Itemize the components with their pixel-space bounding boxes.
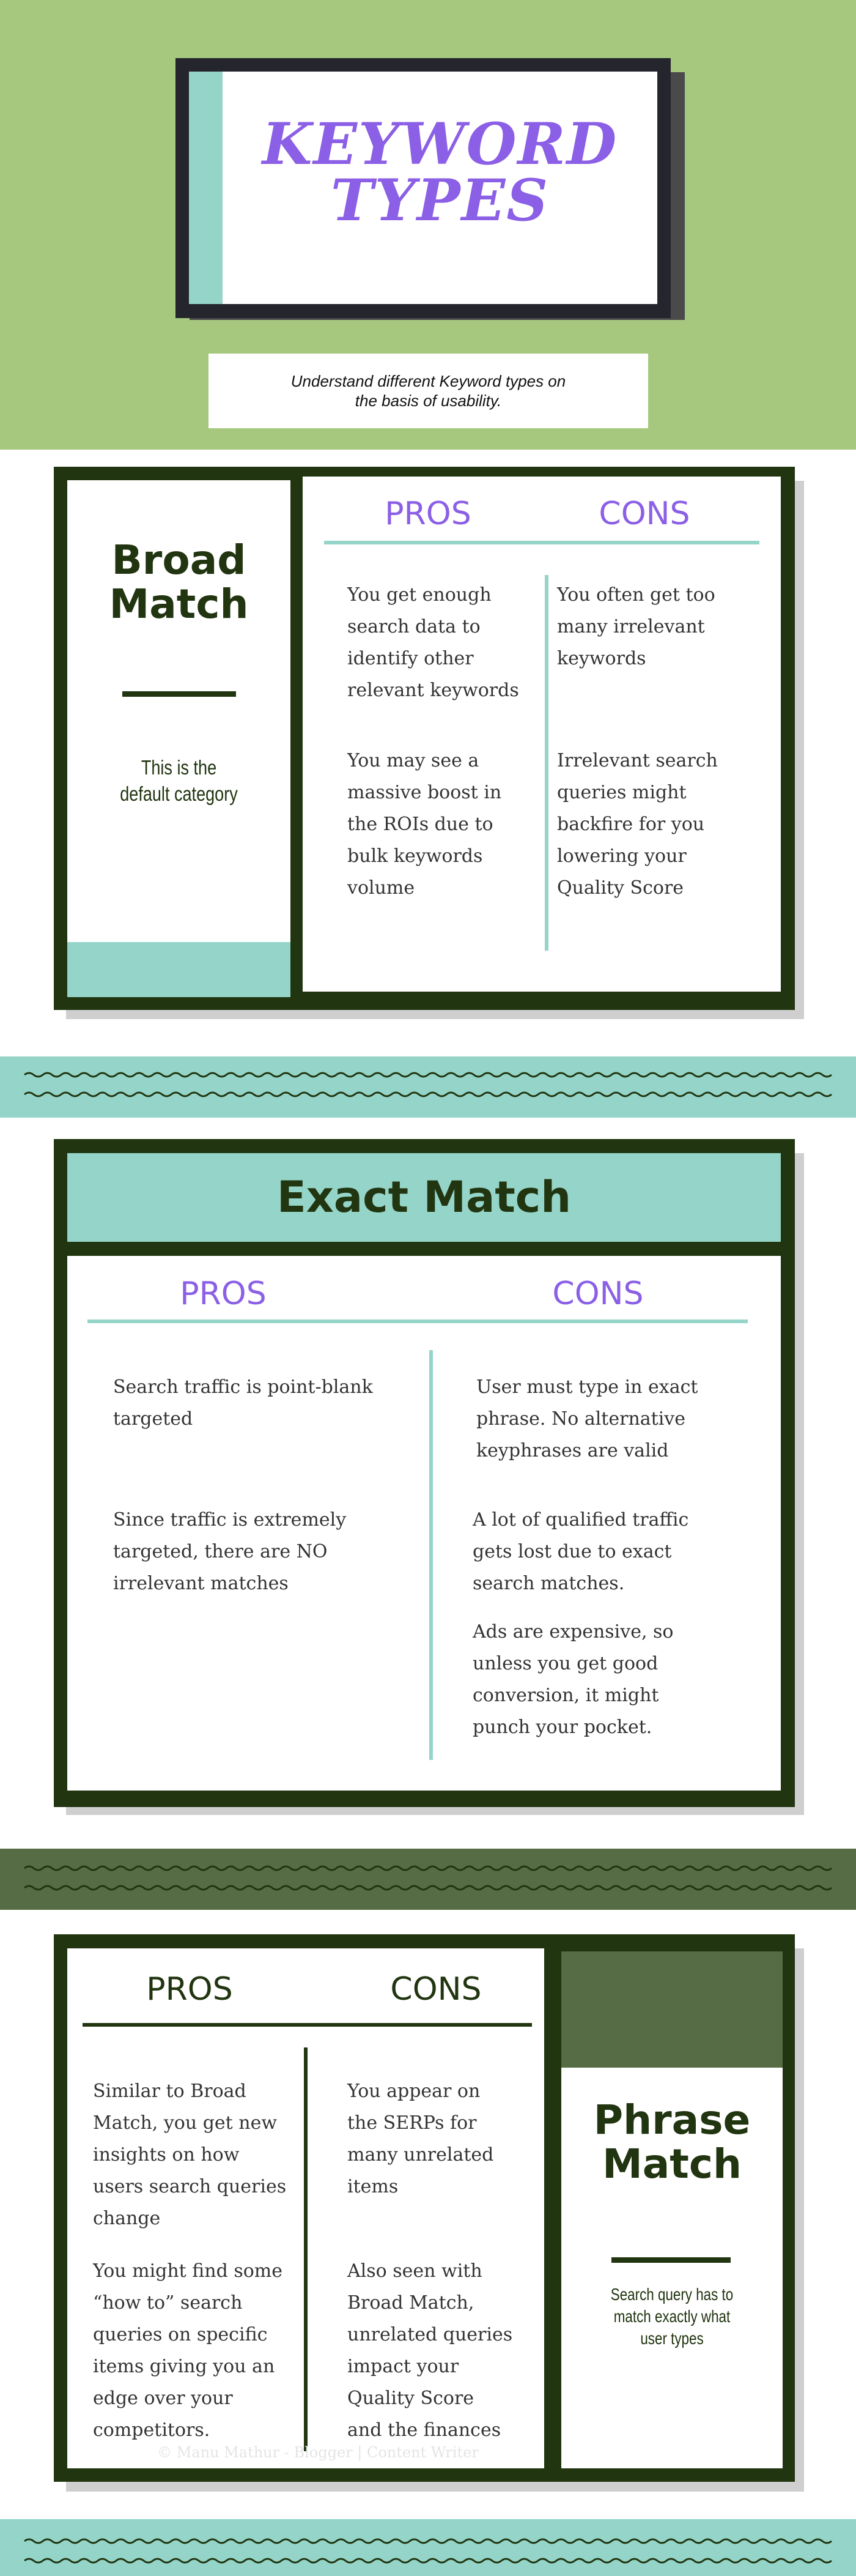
text-line: “how to” search xyxy=(93,2292,243,2314)
text-line: many irrelevant xyxy=(557,616,705,637)
text-line: many unrelated xyxy=(347,2144,494,2166)
subtitle-line-1: Understand different Keyword types on xyxy=(290,372,566,390)
text-line: keyphrases are valid xyxy=(476,1440,669,1461)
text-line: queries on specific xyxy=(93,2324,268,2345)
broad-pros-heading: PROS xyxy=(385,496,471,532)
text-line: Search traffic is point-blank xyxy=(113,1376,373,1398)
copyright-watermark: © Manu Mathur - Blogger | Content Writer xyxy=(157,2444,479,2461)
phrase-tagline xyxy=(583,2284,761,2350)
text-line: irrelevant matches xyxy=(113,1573,289,1594)
text-line: volume xyxy=(347,877,415,899)
text-line: backfire for you xyxy=(557,814,705,835)
broad-title-line-1: Broad xyxy=(111,536,246,584)
text-line: targeted, there are NO xyxy=(113,1541,328,1562)
text-line: keywords xyxy=(557,648,646,669)
broad-label-accent xyxy=(67,942,290,997)
text-line: lowering your xyxy=(557,845,687,867)
phrase-title-line-2: Match xyxy=(602,2140,742,2188)
text-line: Similar to Broad xyxy=(93,2080,246,2102)
broad-content-panel xyxy=(303,477,781,992)
broad-title-line-2: Match xyxy=(109,581,249,628)
text-line: queries might xyxy=(557,782,687,803)
wave-pattern xyxy=(0,2519,856,2576)
text-line: unless you get good xyxy=(473,1653,659,1674)
wave-divider-2 xyxy=(0,1849,856,1910)
text-line: Irrelevant search xyxy=(557,750,718,771)
phrase-tagline-line-3: user types xyxy=(640,2329,704,2348)
text-line: edge over your xyxy=(93,2388,233,2409)
exact-column-divider xyxy=(429,1350,433,1760)
page-title-line-1: KEYWORD xyxy=(262,111,618,178)
text-line: Match, you get new xyxy=(93,2112,278,2134)
text-line: You might find some xyxy=(93,2260,283,2282)
text-line: phrase. No alternative xyxy=(476,1408,686,1430)
text-line: change xyxy=(93,2208,161,2229)
text-line: relevant keywords xyxy=(347,680,519,701)
phrase-pros-heading: PROS xyxy=(146,1971,233,2008)
exact-title: Exact Match xyxy=(276,1172,572,1222)
phrase-label-accent xyxy=(561,1951,783,2068)
phrase-tagline-line-2: match exactly what xyxy=(613,2307,731,2326)
phrase-pro-2 xyxy=(93,2255,301,2446)
broad-tagline-line-2: default category xyxy=(120,782,238,805)
text-line: Broad Match, xyxy=(347,2292,474,2314)
broad-con-1 xyxy=(557,579,771,675)
text-line: the SERPs for xyxy=(347,2112,477,2134)
broad-cons-heading: CONS xyxy=(599,496,690,532)
phrase-title xyxy=(561,2098,783,2186)
broad-pro-1 xyxy=(347,579,543,707)
text-line: items giving you an xyxy=(93,2356,275,2377)
exact-con-1 xyxy=(476,1372,764,1467)
exact-pro-1 xyxy=(113,1372,419,1435)
page-subtitle xyxy=(208,371,648,410)
broad-con-2 xyxy=(557,745,771,904)
text-line: impact your xyxy=(347,2356,459,2377)
phrase-heading-divider xyxy=(83,2023,532,2027)
text-line: You appear on xyxy=(347,2080,481,2102)
text-line: the ROIs due to xyxy=(347,814,493,835)
text-line: A lot of qualified traffic xyxy=(473,1509,689,1531)
exact-heading-divider xyxy=(87,1320,748,1323)
text-line: conversion, it might xyxy=(473,1685,659,1706)
phrase-column-divider xyxy=(304,2047,308,2451)
phrase-pro-1 xyxy=(93,2076,301,2235)
text-line: users search queries xyxy=(93,2176,287,2197)
wave-divider-1 xyxy=(0,1056,856,1118)
phrase-title-line-1: Phrase xyxy=(593,2096,751,2144)
text-line: search data to xyxy=(347,616,481,637)
exact-con-3 xyxy=(473,1616,760,1743)
phrase-cons-heading: CONS xyxy=(390,1971,482,2008)
text-line: Quality Score xyxy=(347,2388,474,2409)
subtitle-line-2: the basis of usability. xyxy=(355,392,502,410)
text-line: You may see a xyxy=(347,750,479,771)
wave-divider-3 xyxy=(0,2519,856,2576)
phrase-title-underline xyxy=(611,2257,731,2263)
wave-pattern xyxy=(0,1056,856,1118)
text-line: identify other xyxy=(347,648,474,669)
text-line: search matches. xyxy=(473,1573,625,1594)
text-line: massive boost in xyxy=(347,782,502,803)
text-line: and the finances xyxy=(347,2419,501,2441)
text-line: competitors. xyxy=(93,2419,210,2441)
text-line: unrelated queries xyxy=(347,2324,513,2345)
exact-con-2 xyxy=(473,1504,760,1600)
page-title-line-2: TYPES xyxy=(330,167,550,234)
broad-column-divider xyxy=(545,575,548,951)
phrase-con-2 xyxy=(347,2255,537,2446)
broad-title xyxy=(67,538,290,626)
text-line: Ads are expensive, so xyxy=(473,1621,674,1642)
phrase-tagline-line-1: Search query has to xyxy=(610,2285,734,2304)
text-line: punch your pocket. xyxy=(473,1717,652,1738)
page-title xyxy=(223,111,657,234)
broad-pro-2 xyxy=(347,745,543,904)
exact-cons-heading: CONS xyxy=(552,1275,644,1312)
text-line: You often get too xyxy=(557,584,715,606)
wave-pattern xyxy=(0,1849,856,1910)
text-line: insights on how xyxy=(93,2144,240,2166)
exact-pros-heading: PROS xyxy=(180,1275,267,1312)
broad-title-underline xyxy=(122,691,236,697)
phrase-con-1 xyxy=(347,2076,537,2203)
text-line: Also seen with xyxy=(347,2260,482,2282)
text-line: items xyxy=(347,2176,399,2197)
broad-tagline-line-1: This is the xyxy=(141,756,217,779)
title-card-accent xyxy=(189,72,223,304)
text-line: Quality Score xyxy=(557,877,684,899)
text-line: You get enough xyxy=(347,584,492,606)
broad-heading-divider xyxy=(324,541,759,544)
text-line: Since traffic is extremely xyxy=(113,1509,347,1531)
text-line: bulk keywords xyxy=(347,845,483,867)
text-line: User must type in exact xyxy=(476,1376,698,1398)
text-line: targeted xyxy=(113,1408,193,1430)
text-line: gets lost due to exact xyxy=(473,1541,672,1562)
broad-tagline xyxy=(87,754,270,807)
exact-pro-2 xyxy=(113,1504,419,1600)
